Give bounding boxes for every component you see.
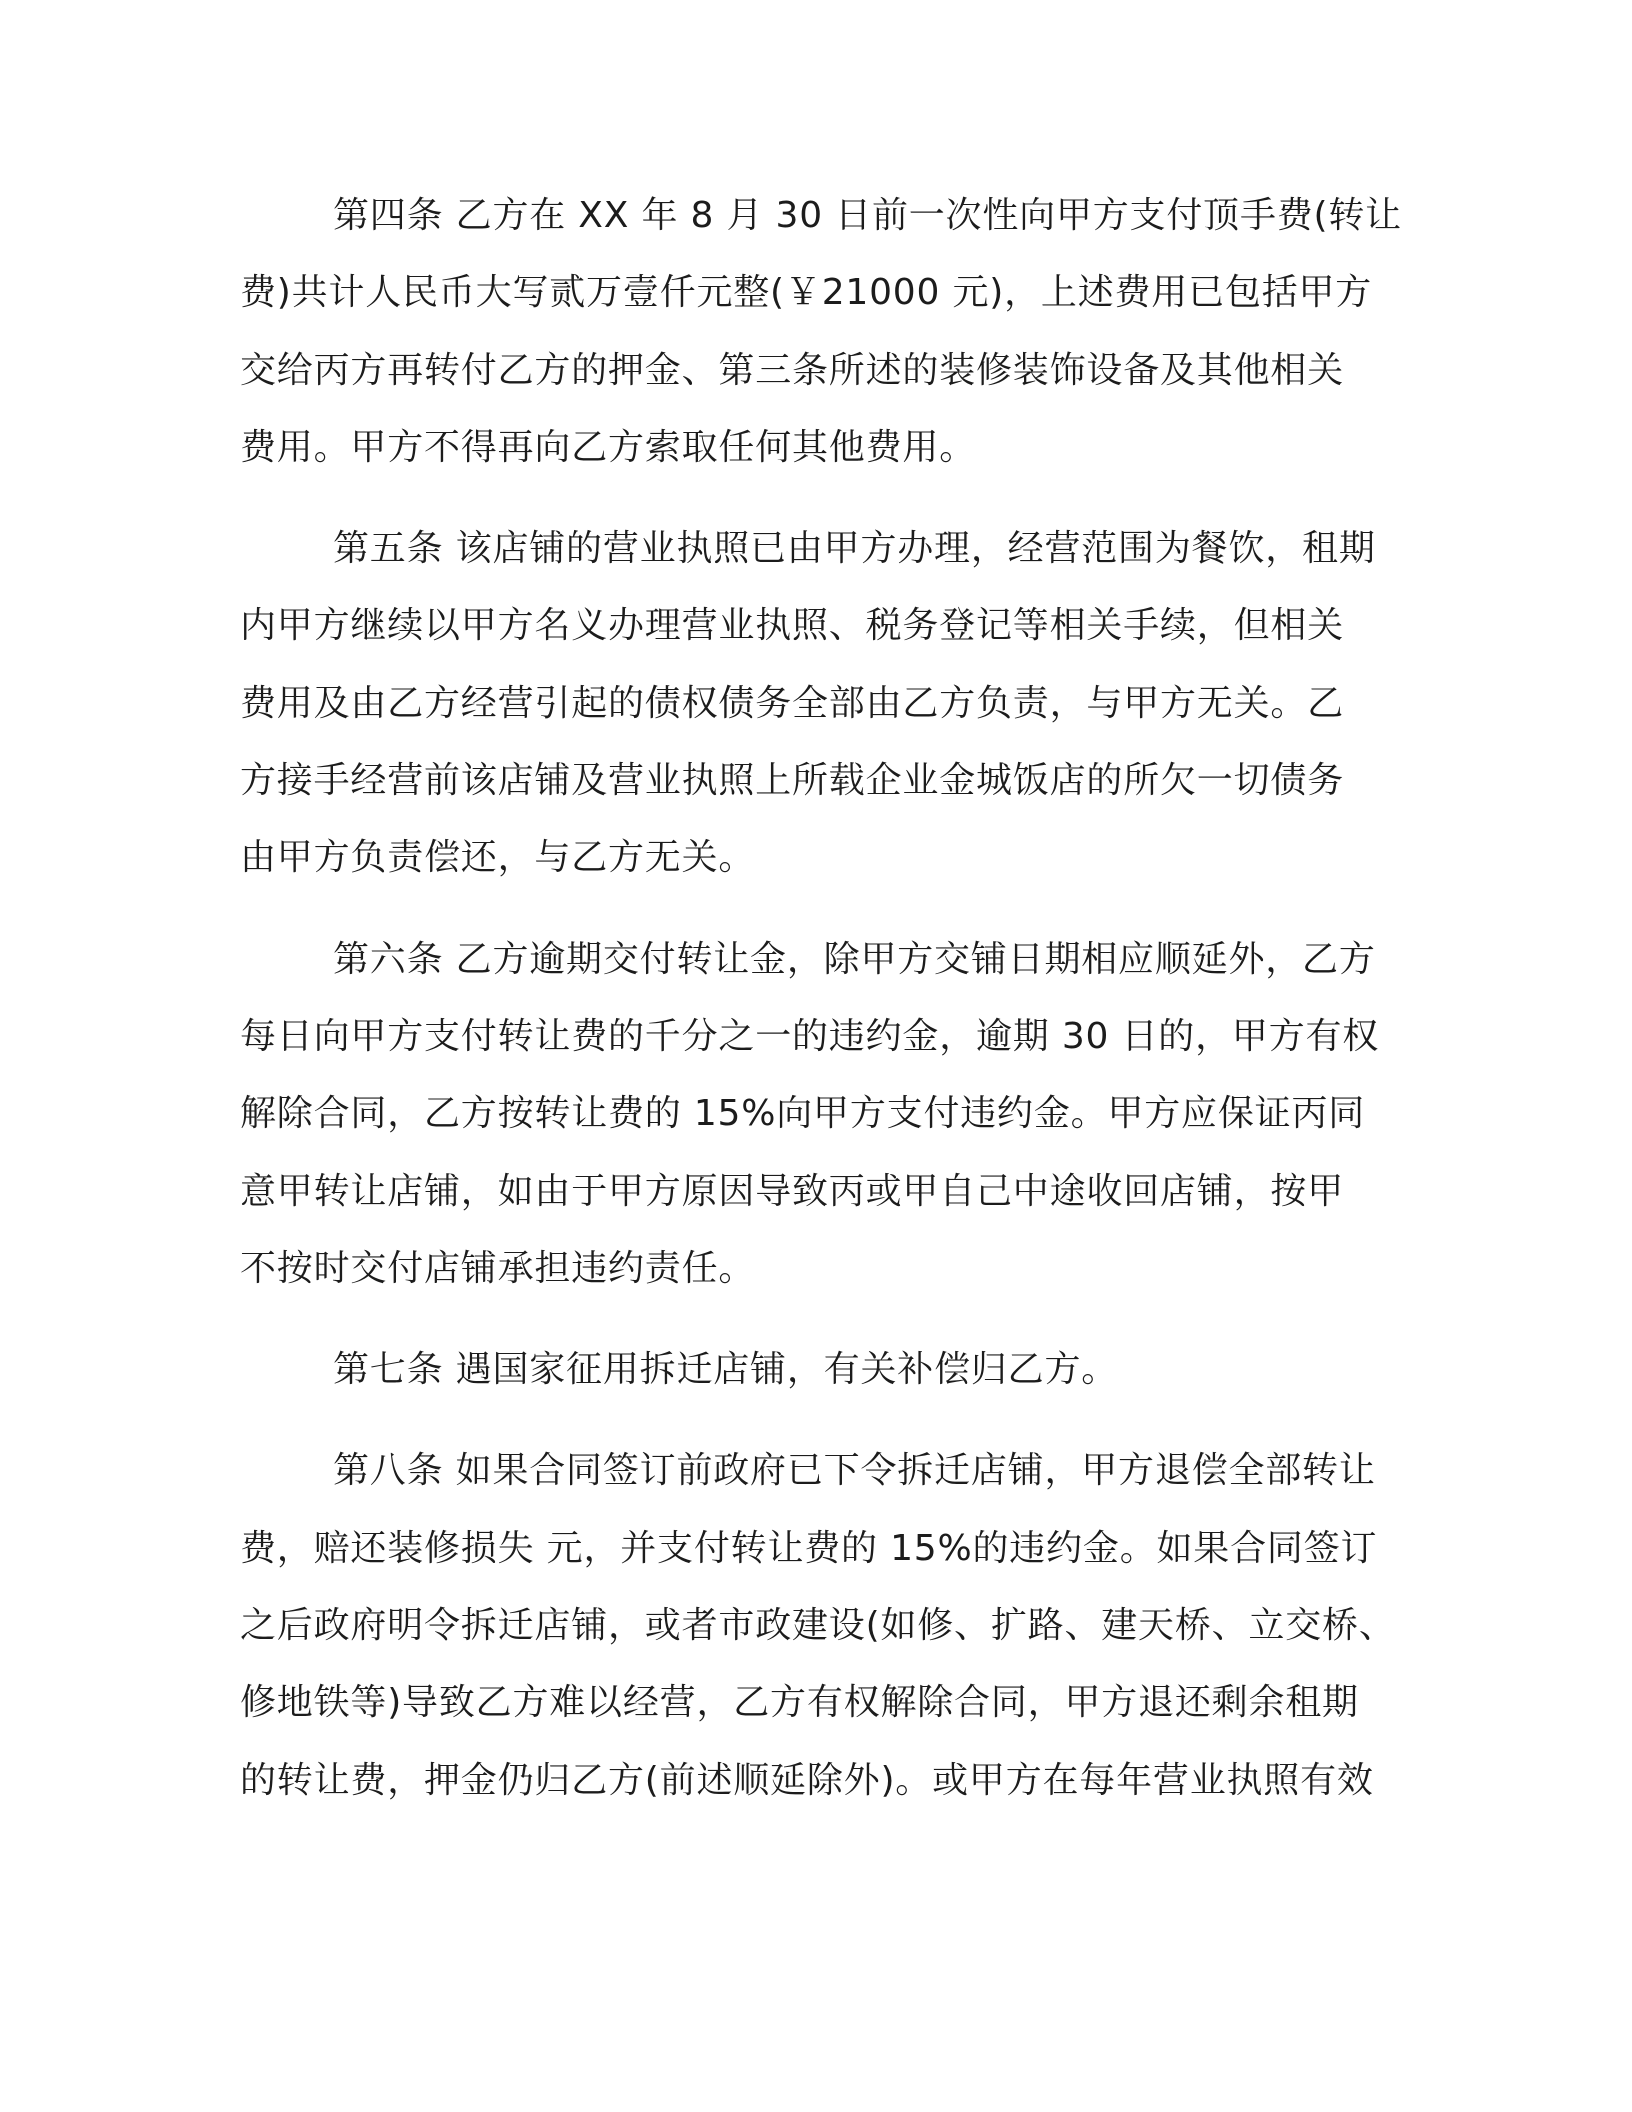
paragraph-line: 每日向甲方支付转让费的千分之一的违约金，逾期 30 日的，甲方有权: [240, 1015, 1380, 1057]
paragraph-line: 第六条 乙方逾期交付转让金，除甲方交铺日期相应顺延外，乙方: [333, 938, 1376, 980]
paragraph-line: 之后政府明令拆迁店铺，或者市政建设(如修、扩路、建天桥、立交桥、: [240, 1605, 1396, 1647]
article-7-paragraph: [240, 1331, 1440, 1408]
article-6-paragraph: [240, 921, 1440, 1307]
paragraph-line: 交给丙方再转付乙方的押金、第三条所述的装修装饰设备及其他相关: [240, 349, 1345, 391]
paragraph-line: 意甲转让店铺，如由于甲方原因导致丙或甲自己中途收回店铺，按甲: [240, 1170, 1345, 1212]
paragraph-line: 第七条 遇国家征用拆迁店铺，有关补偿归乙方。: [333, 1349, 1119, 1391]
paragraph-line: 不按时交付店铺承担违约责任。: [240, 1247, 756, 1289]
paragraph-line: 第五条 该店铺的营业执照已由甲方办理，经营范围为餐饮，租期: [333, 528, 1376, 570]
paragraph-line: 修地铁等)导致乙方难以经营，乙方有权解除合同，甲方退还剩余租期: [240, 1682, 1359, 1724]
article-4-paragraph: [240, 177, 1440, 486]
paragraph-line: 的转让费，押金仍归乙方(前述顺延除外)。或甲方在每年营业执照有效: [240, 1759, 1374, 1801]
paragraph-line: 费)共计人民币大写贰万壹仟元整(￥21000 元)，上述费用已包括甲方: [240, 272, 1373, 314]
article-5-paragraph: [240, 510, 1440, 896]
paragraph-line: 费，赔还装修损失 元，并支付转让费的 15%的违约金。如果合同签订: [240, 1527, 1378, 1569]
paragraph-line: 由甲方负责偿还，与乙方无关。: [240, 837, 756, 879]
paragraph-line: 方接手经营前该店铺及营业执照上所载企业金城饭店的所欠一切债务: [240, 760, 1345, 802]
paragraph-line: 费用。甲方不得再向乙方索取任何其他费用。: [240, 426, 977, 468]
paragraph-line: 解除合同，乙方按转让费的 15%向甲方支付违约金。甲方应保证丙同: [240, 1093, 1366, 1135]
paragraph-line: 第四条 乙方在 XX 年 8 月 30 日前一次性向甲方支付顶手费(转让: [333, 195, 1402, 236]
paragraph-line: 内甲方继续以甲方名义办理营业执照、税务登记等相关手续，但相关: [240, 605, 1345, 647]
paragraph-line: 第八条 如果合同签订前政府已下令拆迁店铺，甲方退偿全部转让: [333, 1450, 1376, 1492]
contract-body: [240, 177, 1440, 1843]
paragraph-line: 费用及由乙方经营引起的债权债务全部由乙方负责，与甲方无关。乙: [240, 682, 1345, 724]
article-8-paragraph: [240, 1432, 1440, 1818]
